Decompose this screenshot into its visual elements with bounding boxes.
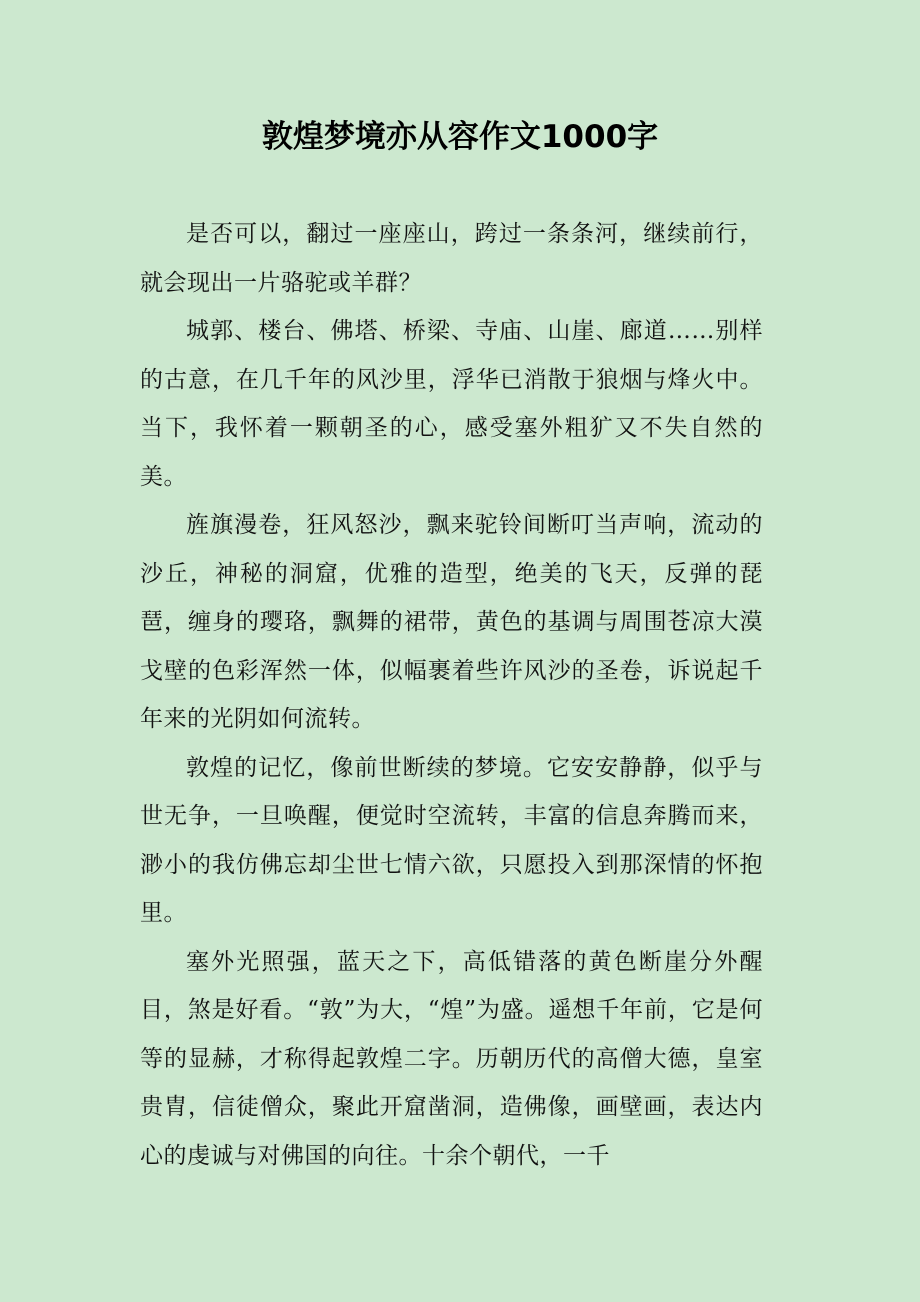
paragraph: 塞外光照强，蓝天之下，高低错落的黄色断崖分外醒目，煞是好看。“敦”为大，“煌”为盛。遥想千年前，它是何等的显赫，才称得起敦煌二字。历朝历代的高僧大德，皇室贵胄，信徒僧众，聚此开窟凿洞，造佛像，画壁画，表达内心的虔诚与对佛国的向往。十余个朝代，一千: [140, 948, 763, 1169]
document-title: 敦煌梦境亦从容作文1000字: [261, 119, 659, 155]
paragraph: 敦煌的记忆，像前世断续的梦境。它安安静静，似乎与世无争，一旦唤醒，便觉时空流转，丰富的信息奔腾而来，渺小的我仿佛忘却尘世七情六欲，只愿投入到那深情的怀抱里。: [140, 754, 763, 926]
paragraph: 旌旗漫卷，狂风怒沙，飘来驼铃间断叮当声响，流动的沙丘，神秘的洞窟，优雅的造型，绝美的飞天，反弹的琵琶，缠身的璎珞，飘舞的裙带，黄色的基调与周围苍凉大漠戈壁的色彩浑然一体，似幅裹着些许风沙的圣卷，诉说起千年来的光阴如何流转。: [140, 512, 763, 732]
document-body: [140, 210, 763, 1180]
paragraph: 城郭、楼台、佛塔、桥梁、寺庙、山崖、廊道……别样的古意，在几千年的风沙里，浮华已消散于狼烟与烽火中。当下，我怀着一颗朝圣的心，感受塞外粗犷又不失自然的美。: [140, 318, 763, 490]
paragraph: 是否可以，翻过一座座山，跨过一条条河，继续前行，就会现出一片骆驼或羊群？: [140, 221, 763, 296]
